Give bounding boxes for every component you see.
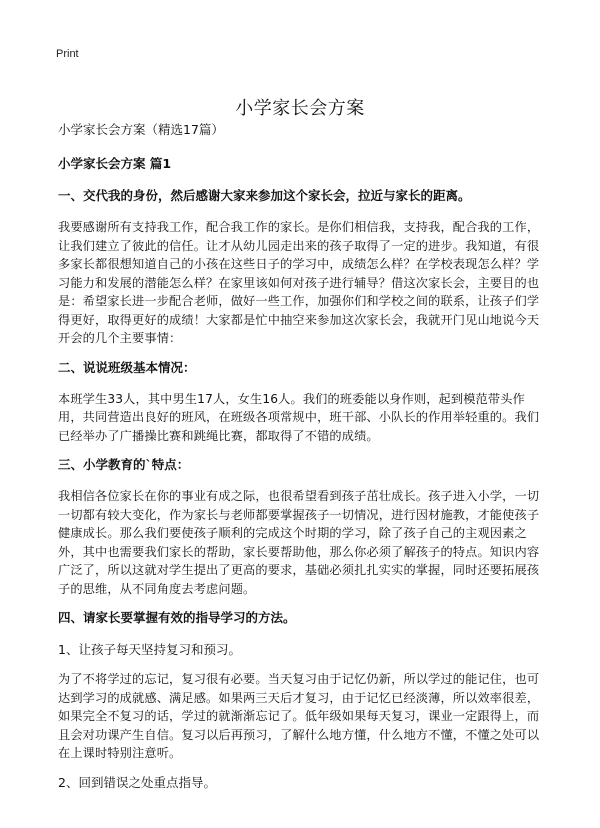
section1-heading: 一、交代我的身份，然后感谢大家来参加这个家长会，拉近与家长的距离。 [58,188,471,203]
list-item-2: 2、回到错误之处重点指导。 [58,774,216,790]
document-subtitle: 小学家长会方案（精选17篇） [58,122,224,137]
list-item-1: 1、让孩子每天坚持复习和预习。 [58,642,241,657]
section3-paragraph: 我相信各位家长在你的事业有成之际，也很希望看到孩子茁壮成长。孩子进入小学，一切一切都有较大变化，作为家长与老师都要掌握孩子一切情况，进行因材施教，才能使孩子健康成长。那么我们要使孩子顺利的完成这个时期的学习，除了孩子自己的主观因素之外，其中也需要我们家长的帮助，家长要帮助他，那么你必须了解孩子的特点。知识内容广泛了，所以这就对学生提出了更高的要求，基础必须扎扎实实的掌握，同时还要拓展孩子的思维，从不同角度去考虑问题。 [58,489,540,596]
section2-heading: 二、说说班级基本情况： [58,359,196,375]
part-heading: 小学家长会方案 篇1 [58,156,172,171]
section2-paragraph: 本班学生33人，其中男生17人，女生16人。我们的班委能以身作则，起到模范带头作用，共同营造出良好的班风，在班级各项常规中，班干部、小队长的作用举轻重的。我们已经举办了广播操比赛和跳绳比赛，都取得了不错的成绩。 [58,391,540,443]
document-content [58,120,548,803]
document-title: 小学家长会方案 [235,98,365,120]
section1-paragraph: 我要感谢所有支持我工作，配合我工作的家长。是你们相信我，支持我，配合我的工作，让我们建立了彼此的信任。让才从幼儿园走出来的孩子取得了一定的进步。我知道，有很多家长都很想知道自己的小孩在这些日子的学习中，成绩怎么样？在学校表现怎么样？学习能力和发展的潜能怎么样？在家里该如何对孩子进行辅导？借这次家长会，主要目的也是：希望家长进一步配合老师，做好一些工作，加强你们和学校之间的联系，让孩子们学得更好，取得更好的成绩！大家都是忙中抽空来参加这次家长会，我就开门见山地说今天开会的几个主要事情： [58,220,540,345]
list-item-1-paragraph: 为了不将学过的忘记，复习很有必要。当天复习由于记忆仍新，所以学过的能记住，也可达到学习的成就感、满足感。如果两三天后才复习，由于记忆已经淡薄，所以效率很差，如果完全不复习的话，学过的就渐渐忘记了。低年级如果每天复习，课业一定跟得上，而且会对功课产生自信。复习以后再预习，了解什么地方懂，什么地方不懂，不懂之处可以在上课时特别注意听。 [58,672,540,760]
section3-heading: 三、小学教育的`特点： [58,457,190,472]
section4-heading: 四、请家长要掌握有效的指导学习的方法。 [58,610,296,625]
print-link[interactable]: Print [56,48,79,60]
